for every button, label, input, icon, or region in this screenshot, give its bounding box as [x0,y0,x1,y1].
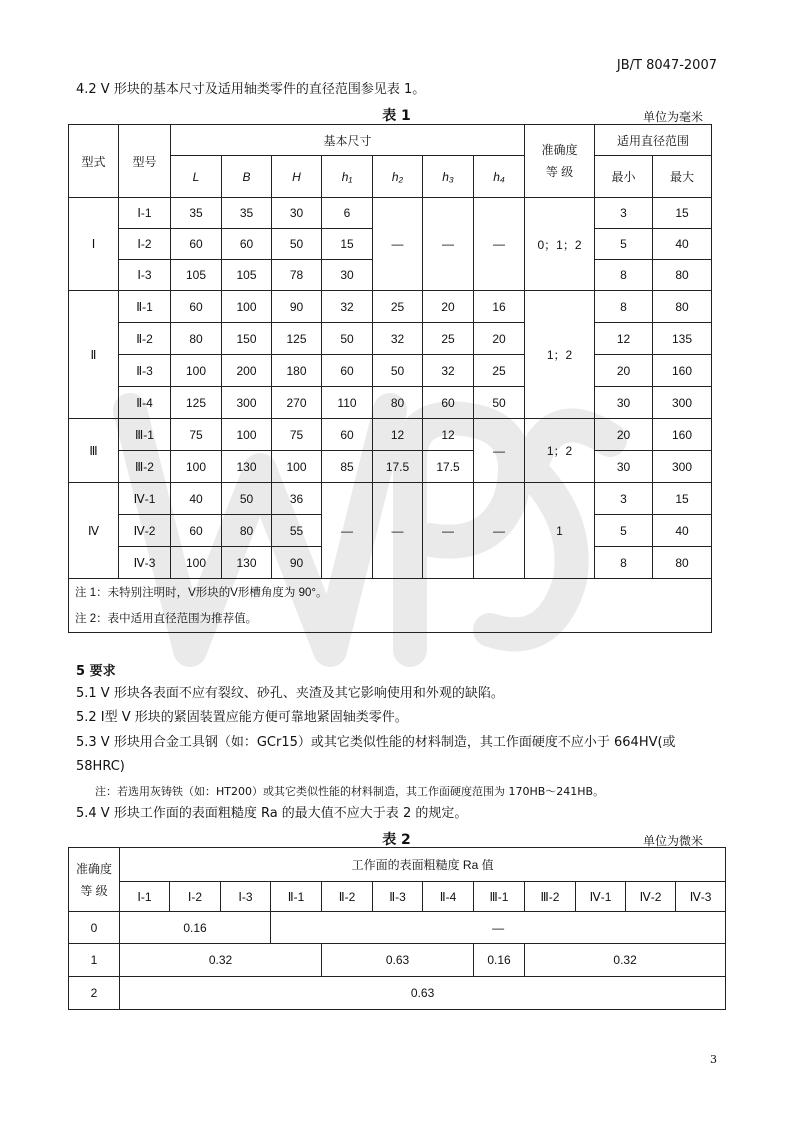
t2-cell: 0.32 [525,944,726,977]
cell: 80 [171,323,222,355]
cell: 300 [222,387,272,419]
cell: 100 [222,291,272,323]
model-cell: Ⅳ-1 [119,483,171,515]
cell: 75 [272,419,322,451]
model-cell: Ⅱ-4 [119,387,171,419]
cell: 8 [595,260,653,291]
model-cell: Ⅱ-2 [119,323,171,355]
section-4-2-text: 4.2 V 形块的基本尺寸及适用轴类零件的直径范围参见表 1。 [76,82,426,97]
cell: 80 [653,291,712,323]
t2-th-grade: 准确度 等 级 [69,848,120,912]
cell: 180 [272,355,322,387]
th-h3: h₃ [423,156,474,198]
table1-note-1: 注 1：未特别注明时，V形块的V形槽角度为 90°。 [69,579,712,605]
cell: 200 [222,355,272,387]
table1-unit: 单位为毫米 [642,110,703,124]
cell: 60 [222,229,272,260]
t2-cell: 0.63 [322,944,474,977]
section-5-3-line1: 5.3 V 形块用合金工具钢（如：GCr15）或其它类似性能的材料制造，其工作面硬度不应小于 664HV(或 [76,735,676,750]
t2-th-model: Ⅲ-2 [525,882,576,912]
th-grade: 准确度 等 级 [525,125,595,198]
cell: 8 [595,291,653,323]
cell: 60 [171,229,222,260]
dash-cell: — [373,198,423,291]
th-H: H [272,156,322,198]
cell: 30 [595,387,653,419]
cell: 130 [222,451,272,483]
section-5-2: 5.2 Ⅰ型 V 形块的紧固装置应能方便可靠地紧固轴类零件。 [76,710,408,725]
cell: 160 [653,419,712,451]
cell: 270 [272,387,322,419]
t2-th-model: Ⅳ-2 [626,882,676,912]
cell: 50 [272,229,322,260]
cell: 20 [423,291,474,323]
cell: 8 [595,547,653,579]
cell: 36 [272,483,322,515]
th-max: 最大 [653,156,712,198]
cell: 80 [222,515,272,547]
th-model: 型号 [119,125,171,198]
cell: 3 [595,483,653,515]
cell: 100 [272,451,322,483]
cell: 30 [322,260,373,291]
th-type: 型式 [69,125,119,198]
cell: 20 [595,355,653,387]
table1-note-2: 注 2：表中适用直径范围为推荐值。 [69,605,712,633]
cell: 50 [474,387,525,419]
t2-th-model: Ⅱ-2 [322,882,373,912]
t2-th-model: Ⅰ-1 [120,882,170,912]
t2-th-model: Ⅰ-3 [221,882,271,912]
t2-cell: 0.16 [474,944,525,977]
type-cell: Ⅰ [69,198,119,291]
t2-th-model: Ⅳ-3 [676,882,726,912]
section-5-3-note: 注：若选用灰铸铁（如：HT200）或其它类似性能的材料制造，其工作面硬度范围为 170HB～241HB。 [95,785,605,798]
cell: 100 [171,547,222,579]
dash-cell: — [322,483,373,579]
section-5-1: 5.1 V 形块各表面不应有裂纹、砂孔、夹渣及其它影响使用和外观的缺陷。 [76,686,504,701]
cell: 3 [595,198,653,229]
th-min: 最小 [595,156,653,198]
cell: 80 [653,260,712,291]
th-L: L [171,156,222,198]
dash-cell: — [423,198,474,291]
dash-cell: — [474,198,525,291]
cell: 60 [423,387,474,419]
cell: 105 [222,260,272,291]
model-cell: Ⅱ-3 [119,355,171,387]
doc-id: JB/T 8047-2007 [616,58,717,73]
cell: 32 [322,291,373,323]
type-cell: Ⅳ [69,483,119,579]
model-cell: Ⅲ-1 [119,419,171,451]
model-cell: Ⅰ-2 [119,229,171,260]
t2-grade-cell: 0 [69,912,120,944]
cell: 130 [222,547,272,579]
th-B: B [222,156,272,198]
cell: 50 [222,483,272,515]
grade-cell: 1；2 [525,291,595,419]
cell: 40 [653,229,712,260]
th-h2: h₂ [373,156,423,198]
cell: 60 [322,355,373,387]
cell: 150 [222,323,272,355]
cell: 15 [322,229,373,260]
cell: 6 [322,198,373,229]
grade-cell: 1 [525,483,595,579]
cell: 35 [222,198,272,229]
cell: 160 [653,355,712,387]
cell: 5 [595,515,653,547]
cell: 60 [171,515,222,547]
t2-cell: — [271,912,726,944]
cell: 100 [171,451,222,483]
cell: 12 [595,323,653,355]
t2-grade-cell: 2 [69,977,120,1010]
cell: 30 [272,198,322,229]
t2-th-model: Ⅱ-3 [373,882,423,912]
cell: 17.5 [423,451,474,483]
section-5-3-line2: 58HRC) [76,759,125,774]
model-cell: Ⅱ-1 [119,291,171,323]
cell: 60 [171,291,222,323]
t2-th-model: Ⅳ-1 [576,882,626,912]
cell: 20 [474,323,525,355]
type-cell: Ⅱ [69,291,119,419]
t2-grade-cell: 1 [69,944,120,977]
cell: 50 [373,355,423,387]
dash-cell: — [474,419,525,483]
cell: 55 [272,515,322,547]
page-number: 3 [710,1053,717,1066]
grade-cell: 1；2 [525,419,595,483]
section-5-4: 5.4 V 形块工作面的表面粗糙度 Ra 的最大值不应大于表 2 的规定。 [76,806,468,821]
table2-title: 表 2 [382,832,411,848]
cell: 300 [653,451,712,483]
model-cell: Ⅳ-3 [119,547,171,579]
cell: 25 [423,323,474,355]
cell: 12 [373,419,423,451]
table2 [68,847,726,1010]
cell: 110 [322,387,373,419]
th-basic-dims: 基本尺寸 [171,125,525,156]
section-5-title: 5 要求 [76,664,116,679]
model-cell: Ⅰ-3 [119,260,171,291]
cell: 90 [272,547,322,579]
table1 [68,124,712,633]
t2-th-model: Ⅱ-4 [423,882,474,912]
cell: 35 [171,198,222,229]
t2-cell: 0.16 [120,912,271,944]
dash-cell: — [423,483,474,579]
cell: 78 [272,260,322,291]
t2-th-model: Ⅰ-2 [170,882,221,912]
t2-th-model: Ⅲ-1 [474,882,525,912]
cell: 32 [423,355,474,387]
model-cell: Ⅰ-1 [119,198,171,229]
cell: 85 [322,451,373,483]
cell: 125 [171,387,222,419]
cell: 30 [595,451,653,483]
cell: 125 [272,323,322,355]
cell: 32 [373,323,423,355]
cell: 105 [171,260,222,291]
cell: 25 [474,355,525,387]
table1-title: 表 1 [382,108,411,124]
cell: 40 [171,483,222,515]
cell: 80 [653,547,712,579]
th-diameter-range: 适用直径范围 [595,125,712,156]
cell: 25 [373,291,423,323]
grade-cell: 0；1；2 [525,198,595,291]
th-h4: h₄ [474,156,525,198]
cell: 40 [653,515,712,547]
cell: 16 [474,291,525,323]
type-cell: Ⅲ [69,419,119,483]
cell: 50 [322,323,373,355]
cell: 15 [653,483,712,515]
cell: 15 [653,198,712,229]
model-cell: Ⅳ-2 [119,515,171,547]
cell: 90 [272,291,322,323]
cell: 100 [171,355,222,387]
t2-th-model: Ⅱ-1 [271,882,322,912]
dash-cell: — [474,483,525,579]
cell: 20 [595,419,653,451]
cell: 60 [322,419,373,451]
cell: 135 [653,323,712,355]
cell: 80 [373,387,423,419]
cell: 12 [423,419,474,451]
cell: 100 [222,419,272,451]
t2-cell: 0.63 [120,977,726,1010]
cell: 17.5 [373,451,423,483]
t2-cell: 0.32 [120,944,322,977]
cell: 300 [653,387,712,419]
cell: 5 [595,229,653,260]
table2-unit: 单位为微米 [642,834,703,848]
th-h1: h₁ [322,156,373,198]
model-cell: Ⅲ-2 [119,451,171,483]
dash-cell: — [373,483,423,579]
t2-th-ra: 工作面的表面粗糙度 Ra 值 [120,848,726,882]
cell: 75 [171,419,222,451]
